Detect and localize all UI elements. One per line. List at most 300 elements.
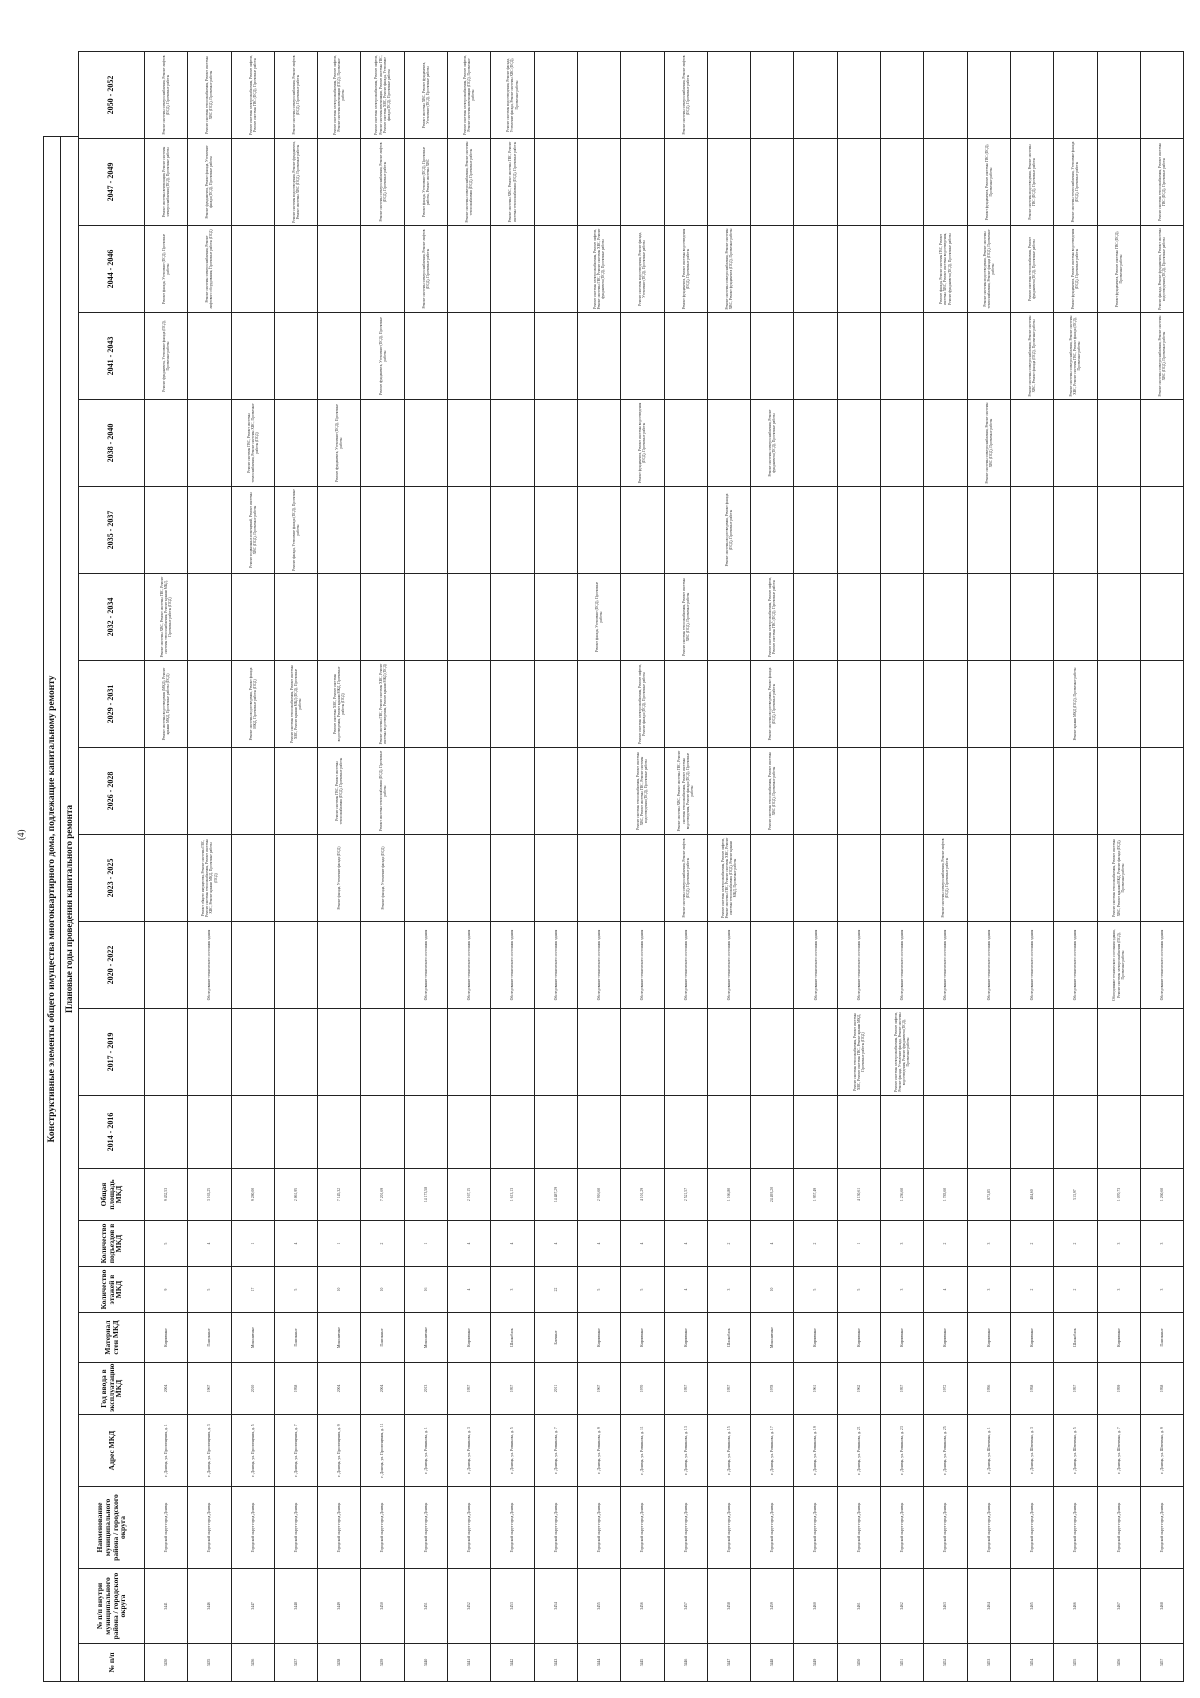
row-works-cell bbox=[534, 313, 577, 400]
row-works-cell: Ремонт фундамента, Ремонт системы водоотведения (ПСД), Проектные работы bbox=[664, 226, 707, 313]
row-code: 3460 bbox=[794, 1569, 837, 1644]
row-works-cell: Ремонт системы теплоснабжения, Ремонт системы ХВС, Ремонт крыши МКД (ПСД), Проектные работы bbox=[274, 661, 317, 748]
row-floors: 4 bbox=[448, 1267, 491, 1313]
row-works-cell: Ремонт системы электроснабжения, Ремонт лифтов, Ремонт системы вентиляции, Ремонт системы ГВС, Ремонт системы ХВС, Ремонт фасада, Утепление фасада (ПСД), Проектные работы bbox=[361, 52, 404, 139]
row-works-cell bbox=[837, 487, 880, 574]
row-works-cell bbox=[881, 139, 924, 226]
row-works-cell bbox=[1010, 52, 1053, 139]
row-build-year: 1957 bbox=[448, 1363, 491, 1415]
row-wall-material: Панельные bbox=[274, 1313, 317, 1363]
row-works-cell bbox=[707, 1096, 750, 1169]
row-works-cell bbox=[577, 1009, 620, 1096]
row-area: 1 236,60 bbox=[881, 1169, 924, 1221]
row-works-cell bbox=[188, 1009, 231, 1096]
row-code: 3464 bbox=[967, 1569, 1010, 1644]
row-works-cell bbox=[577, 661, 620, 748]
row-works-cell: Ремонт системы теплоснабжения, Ремонт системы ГВС (ПСД), Проектные работы bbox=[1140, 139, 1183, 226]
row-address: г. Донецк, ул. Ратникова, д. 15 bbox=[707, 1415, 750, 1487]
row-entrances: 4 bbox=[274, 1221, 317, 1267]
row-works-cell: Ремонт подвальных помещений, Ремонт системы ХВС (ПСД), Проектные работы bbox=[231, 487, 274, 574]
row-works-cell: Ремонт системы электроснабжения, Ремонт лифтов, Ремонт системы ГВС (ПСД), Проектные работы bbox=[231, 52, 274, 139]
row-num: 3443 bbox=[534, 1644, 577, 1682]
header-period: 2050 - 2052 bbox=[79, 52, 145, 139]
row-address: г. Донецк, ул. Ратникова, д. 7 bbox=[534, 1415, 577, 1487]
row-build-year: 1961 bbox=[794, 1363, 837, 1415]
row-floors: 2 bbox=[1054, 1267, 1097, 1313]
row-works-cell bbox=[361, 1009, 404, 1096]
row-works-cell bbox=[751, 226, 794, 313]
row-works-cell bbox=[534, 835, 577, 922]
row-num: 3448 bbox=[751, 1644, 794, 1682]
row-works-cell bbox=[967, 52, 1010, 139]
row-works-cell bbox=[1097, 313, 1140, 400]
row-works-cell: Обследование технического состояния здания bbox=[967, 922, 1010, 1009]
row-num: 3455 bbox=[1054, 1644, 1097, 1682]
row-build-year: 1967 bbox=[188, 1363, 231, 1415]
row-works-cell bbox=[534, 487, 577, 574]
row-works-cell: Обследование технического состояния здания bbox=[491, 922, 534, 1009]
row-build-year: 2010 bbox=[231, 1363, 274, 1415]
row-address: г. Донецк, ул. Ратникова, д. 19 bbox=[794, 1415, 837, 1487]
row-works-cell bbox=[318, 1009, 361, 1096]
row-works-cell bbox=[751, 139, 794, 226]
row-works-cell bbox=[145, 487, 188, 574]
row-wall-material: Кирпичные bbox=[881, 1313, 924, 1363]
row-works-cell bbox=[621, 835, 664, 922]
row-works-cell bbox=[274, 835, 317, 922]
row-code: 3461 bbox=[837, 1569, 880, 1644]
row-address: г. Донецк, ул. Ратникова, д. 25 bbox=[924, 1415, 967, 1487]
row-works-cell: Обследование технического состояния здания bbox=[1140, 922, 1183, 1009]
row-works-cell bbox=[621, 139, 664, 226]
row-num: 3439 bbox=[361, 1644, 404, 1682]
row-code: 3451 bbox=[404, 1569, 447, 1644]
row-works-cell: Обследование технического состояния здания bbox=[1054, 922, 1097, 1009]
header-period: 2044 - 2046 bbox=[79, 226, 145, 313]
row-works-cell bbox=[751, 313, 794, 400]
row-area: 1 166,80 bbox=[707, 1169, 750, 1221]
row-num: 3437 bbox=[274, 1644, 317, 1682]
row-address: г. Донецк, ул. Просвещения, д. 1 bbox=[145, 1415, 188, 1487]
row-works-cell: Ремонт системы электроснабжения, Ремонт лифтов (ПСД), Проектные работы bbox=[664, 835, 707, 922]
row-works-cell bbox=[967, 574, 1010, 661]
row-works-cell bbox=[404, 1009, 447, 1096]
row-municipality: Городской округ город Донецк bbox=[664, 1487, 707, 1569]
row-code: 3441 bbox=[145, 1569, 188, 1644]
row-entrances: 4 bbox=[621, 1221, 664, 1267]
row-works-cell bbox=[707, 574, 750, 661]
row-works-cell: Ремонт системы электроснабжения, Ремонт лифтов, Ремонт системы вентиляции (ПСД), Проектные работы bbox=[448, 52, 491, 139]
row-municipality: Городской округ город Донецк bbox=[794, 1487, 837, 1569]
row-works-cell bbox=[448, 1096, 491, 1169]
row-address: г. Донецк, ул. Шевченко, д. 5 bbox=[1054, 1415, 1097, 1487]
row-works-cell bbox=[404, 487, 447, 574]
row-floors: 22 bbox=[534, 1267, 577, 1313]
row-address: г. Донецк, ул. Просвещения, д. 11 bbox=[361, 1415, 404, 1487]
row-works-cell: Ремонт системы ХВС, Ремонт системы ГВС, Ремонт системы теплоснабжения, Ремонт системы водоотведения, Ремонт фасада (ПСД), Проектные работы bbox=[664, 748, 707, 835]
row-works-cell bbox=[1097, 52, 1140, 139]
row-works-cell bbox=[448, 1009, 491, 1096]
row-num: 3442 bbox=[491, 1644, 534, 1682]
row-works-cell: Ремонт системы водоотведения, Ремонт системы ГВС (ПСД), Проектные работы bbox=[1010, 139, 1053, 226]
row-works-cell: Обследование технического состояния здания bbox=[448, 922, 491, 1009]
row-works-cell bbox=[837, 52, 880, 139]
row-municipality: Городской округ город Донецк bbox=[707, 1487, 750, 1569]
table-row bbox=[448, 52, 491, 1682]
row-area: 1 783,60 bbox=[924, 1169, 967, 1221]
row-works-cell bbox=[318, 139, 361, 226]
row-works-cell: Обследование технического состояния здания bbox=[664, 922, 707, 1009]
table-row bbox=[318, 52, 361, 1682]
row-address: г. Донецк, ул. Просвещения, д. 7 bbox=[274, 1415, 317, 1487]
row-works-cell bbox=[404, 1096, 447, 1169]
row-works-cell bbox=[837, 748, 880, 835]
row-address: г. Донецк, ул. Ратникова, д. 21 bbox=[837, 1415, 880, 1487]
row-works-cell bbox=[837, 400, 880, 487]
row-code: 3448 bbox=[274, 1569, 317, 1644]
row-build-year: 1957 bbox=[707, 1363, 750, 1415]
row-works-cell bbox=[1054, 1009, 1097, 1096]
row-works-cell bbox=[404, 400, 447, 487]
row-area: 1 260,60 bbox=[1140, 1169, 1183, 1221]
row-works-cell bbox=[534, 226, 577, 313]
row-works-cell bbox=[577, 400, 620, 487]
row-code: 3465 bbox=[1010, 1569, 1053, 1644]
row-address: г. Донецк, ул. Ратникова, д. 3 bbox=[448, 1415, 491, 1487]
row-municipality: Городской округ город Донецк bbox=[534, 1487, 577, 1569]
row-build-year: 1957 bbox=[491, 1363, 534, 1415]
header-period: 2026 - 2028 bbox=[79, 748, 145, 835]
row-municipality: Городской округ город Донецк bbox=[491, 1487, 534, 1569]
row-works-cell bbox=[274, 922, 317, 1009]
row-works-cell: Обследование технического состояния здания bbox=[404, 922, 447, 1009]
row-works-cell bbox=[837, 574, 880, 661]
row-works-cell: Обследование технического состояния здания bbox=[924, 922, 967, 1009]
row-works-cell bbox=[707, 139, 750, 226]
row-works-cell bbox=[361, 922, 404, 1009]
row-municipality: Городской округ город Донецк bbox=[967, 1487, 1010, 1569]
row-area: 1 613,13 bbox=[491, 1169, 534, 1221]
row-works-cell bbox=[881, 574, 924, 661]
row-works-cell bbox=[404, 574, 447, 661]
row-area: 4 130,61 bbox=[837, 1169, 880, 1221]
row-code: 3468 bbox=[1140, 1569, 1183, 1644]
row-works-cell bbox=[707, 52, 750, 139]
row-works-cell bbox=[448, 226, 491, 313]
row-works-cell bbox=[534, 661, 577, 748]
row-entrances: 2 bbox=[794, 1221, 837, 1267]
row-works-cell bbox=[967, 1096, 1010, 1169]
row-wall-material: Монолитные bbox=[318, 1313, 361, 1363]
row-works-cell bbox=[448, 661, 491, 748]
row-build-year: 2004 bbox=[318, 1363, 361, 1415]
table-row bbox=[881, 52, 924, 1682]
header-period: 2017 - 2019 bbox=[79, 1009, 145, 1096]
table-row bbox=[361, 52, 404, 1682]
row-wall-material: Шлакоблок bbox=[491, 1313, 534, 1363]
row-works-cell bbox=[881, 52, 924, 139]
table-title: Конструктивные элементы общего имущества многоквартирного дома, подлежащие капитальному ремонту bbox=[43, 136, 61, 1682]
row-area: 2 861,95 bbox=[274, 1169, 317, 1221]
row-municipality: Городской округ город Донецк bbox=[1140, 1487, 1183, 1569]
row-works-cell bbox=[274, 574, 317, 661]
row-floors: 4 bbox=[664, 1267, 707, 1313]
row-works-cell: Ремонт системы электроснабжения, Ремонт лифтов, Ремонт системы ГВС, Ремонт системы ХВС, Ремонт фундамента (ПСД), Проектные работы bbox=[577, 226, 620, 313]
row-works-cell bbox=[188, 574, 231, 661]
row-code: 3457 bbox=[664, 1569, 707, 1644]
header-address: Адрес МКД bbox=[79, 1415, 145, 1487]
row-entrances: 2 bbox=[1054, 1221, 1097, 1267]
row-address: г. Донецк, ул. Просвещения, д. 9 bbox=[318, 1415, 361, 1487]
table-row bbox=[577, 52, 620, 1682]
row-works-cell: Обследование технического состояния здания bbox=[794, 922, 837, 1009]
row-works-cell bbox=[967, 748, 1010, 835]
row-works-cell bbox=[924, 661, 967, 748]
row-works-cell: Ремонт системы электроснабжения, Ремонт системы ХВС, Ремонт системы ГВС, Ремонт фасада (ПСД), Проектные работы bbox=[1054, 313, 1097, 400]
row-works-cell bbox=[837, 139, 880, 226]
row-works-cell bbox=[924, 487, 967, 574]
row-works-cell: Ремонт системы электроснабжения, Ремонт лифтов, Ремонт фасада (ПСД), Проектные работы bbox=[621, 661, 664, 748]
row-works-cell bbox=[751, 835, 794, 922]
row-works-cell bbox=[707, 400, 750, 487]
row-entrances: 4 bbox=[491, 1221, 534, 1267]
row-works-cell bbox=[707, 313, 750, 400]
row-floors: 3 bbox=[1140, 1267, 1183, 1313]
row-works-cell: Ремонт системы электроснабжения, Ремонт лифтов (ПСД), Проектные работы bbox=[361, 139, 404, 226]
header-area: Общая площадь МКД bbox=[79, 1169, 145, 1221]
row-entrances: 4 bbox=[534, 1221, 577, 1267]
row-works-cell: Обследование технического состояния здания bbox=[837, 922, 880, 1009]
row-entrances: 4 bbox=[664, 1221, 707, 1267]
row-works-cell bbox=[707, 748, 750, 835]
row-works-cell: Ремонт системы электроснабжения, Ремонт системы ХВС (ПСД), Проектные работы bbox=[1140, 313, 1183, 400]
row-municipality: Городской округ город Донецк bbox=[621, 1487, 664, 1569]
row-works-cell bbox=[491, 400, 534, 487]
row-build-year: 1978 bbox=[751, 1363, 794, 1415]
table-row bbox=[794, 52, 837, 1682]
row-works-cell bbox=[534, 1009, 577, 1096]
row-works-cell bbox=[1097, 1009, 1140, 1096]
row-works-cell bbox=[1054, 574, 1097, 661]
row-works-cell: Ремонт фасада, Утепление (ПСД), Проектные работы, Ремонт системы ХВС bbox=[404, 139, 447, 226]
row-works-cell: Ремонт системы электроснабжения, Ремонт системы ХВС, Ремонт фасада (ПСД), Проектные работы bbox=[1010, 313, 1053, 400]
row-works-cell bbox=[967, 835, 1010, 922]
row-floors: 5 bbox=[837, 1267, 880, 1313]
row-num: 3452 bbox=[924, 1644, 967, 1682]
row-works-cell: Обследование технического состояния здания bbox=[577, 922, 620, 1009]
row-works-cell: Обследование технического состояния здания bbox=[707, 922, 750, 1009]
header-period: 2020 - 2022 bbox=[79, 922, 145, 1009]
row-works-cell bbox=[924, 748, 967, 835]
row-works-cell: Ремонт системы водоотведения, Ремонт фасада (ПСД), Проектные работы bbox=[707, 487, 750, 574]
row-area: 2 521,57 bbox=[664, 1169, 707, 1221]
row-works-cell bbox=[1010, 1096, 1053, 1169]
row-works-cell bbox=[274, 1096, 317, 1169]
row-works-cell: Ремонт фасада, Утепление (ПСД), Проектные работы bbox=[145, 226, 188, 313]
row-works-cell: Ремонт фундамента, Утепление (ПСД), Проектные работы bbox=[318, 400, 361, 487]
row-works-cell bbox=[1097, 574, 1140, 661]
row-works-cell bbox=[577, 835, 620, 922]
row-works-cell bbox=[1054, 487, 1097, 574]
row-works-cell bbox=[361, 400, 404, 487]
row-wall-material: Кирпичные bbox=[794, 1313, 837, 1363]
row-works-cell: Ремонт системы электроснабжения, Ремонт лифтового оборудования, Проектные работы (ПСД) bbox=[188, 226, 231, 313]
row-works-cell: Обследование технического состояния здания, Ремонт системы электроснабжения (ПСД), Проектные работы bbox=[1097, 922, 1140, 1009]
row-works-cell bbox=[361, 487, 404, 574]
row-works-cell bbox=[794, 1096, 837, 1169]
row-works-cell bbox=[924, 313, 967, 400]
row-num: 3447 bbox=[707, 1644, 750, 1682]
row-address: г. Донецк, ул. Шевченко, д. 9 bbox=[1140, 1415, 1183, 1487]
row-works-cell: Ремонт системы водоотведения, Ремонт фасада МКД, Проектные работы (ПСД) bbox=[231, 661, 274, 748]
row-build-year: 2004 bbox=[361, 1363, 404, 1415]
row-build-year: 1970 bbox=[621, 1363, 664, 1415]
row-works-cell bbox=[881, 661, 924, 748]
row-works-cell bbox=[318, 313, 361, 400]
row-code: 3458 bbox=[707, 1569, 750, 1644]
row-works-cell bbox=[1140, 487, 1183, 574]
row-works-cell: Ремонт системы водоотведения, Ремонт системы теплоснабжения, Ремонт фасада (ПСД), Проектные работы bbox=[967, 226, 1010, 313]
row-entrances: 2 bbox=[924, 1221, 967, 1267]
row-works-cell bbox=[794, 400, 837, 487]
table-subtitle: Плановые годы проведения капитального ремонта bbox=[61, 136, 78, 1682]
row-build-year: 1958 bbox=[274, 1363, 317, 1415]
row-works-cell bbox=[621, 313, 664, 400]
row-address: г. Донецк, ул. Ратникова, д. 13 bbox=[664, 1415, 707, 1487]
table-row bbox=[231, 52, 274, 1682]
row-works-cell bbox=[794, 835, 837, 922]
row-works-cell bbox=[188, 400, 231, 487]
row-code: 3449 bbox=[318, 1569, 361, 1644]
row-works-cell bbox=[1054, 1096, 1097, 1169]
row-works-cell bbox=[751, 487, 794, 574]
row-works-cell: Обследование технического состояния здания bbox=[881, 922, 924, 1009]
row-works-cell bbox=[145, 1009, 188, 1096]
row-area: 3 163,25 bbox=[188, 1169, 231, 1221]
row-works-cell bbox=[534, 574, 577, 661]
row-code: 3455 bbox=[577, 1569, 620, 1644]
row-works-cell bbox=[361, 226, 404, 313]
row-works-cell: Ремонт системы электроснабжения, Ремонт системы ХВС (ПСД), Проектные работы bbox=[967, 400, 1010, 487]
table-row bbox=[1140, 52, 1183, 1682]
row-works-cell bbox=[881, 313, 924, 400]
header-period: 2047 - 2049 bbox=[79, 139, 145, 226]
row-works-cell bbox=[881, 487, 924, 574]
header-code: № п/п внутри муниципального района / городского округа bbox=[79, 1569, 145, 1644]
row-works-cell bbox=[231, 1096, 274, 1169]
row-entrances: 2 bbox=[1010, 1221, 1053, 1267]
row-area: 2 167,15 bbox=[448, 1169, 491, 1221]
row-works-cell bbox=[534, 1096, 577, 1169]
row-works-cell bbox=[491, 748, 534, 835]
row-works-cell bbox=[664, 661, 707, 748]
row-works-cell bbox=[318, 487, 361, 574]
row-works-cell bbox=[448, 313, 491, 400]
row-works-cell bbox=[621, 574, 664, 661]
row-works-cell bbox=[491, 574, 534, 661]
page-number: (4) bbox=[16, 829, 26, 840]
row-code: 3459 bbox=[751, 1569, 794, 1644]
table-row bbox=[924, 52, 967, 1682]
row-wall-material: Кирпичные bbox=[577, 1313, 620, 1363]
row-municipality: Городской округ город Донецк bbox=[361, 1487, 404, 1569]
row-works-cell bbox=[751, 1009, 794, 1096]
row-code: 3467 bbox=[1097, 1569, 1140, 1644]
row-build-year: 1957 bbox=[1054, 1363, 1097, 1415]
row-floors: 10 bbox=[361, 1267, 404, 1313]
row-num: 3449 bbox=[794, 1644, 837, 1682]
row-works-cell: Ремонт системы теплоснабжения, Ремонт системы ХВС (ПСД), Проектные работы bbox=[751, 748, 794, 835]
row-build-year: 1959 bbox=[1097, 1363, 1140, 1415]
row-works-cell bbox=[1010, 748, 1053, 835]
row-works-cell bbox=[664, 487, 707, 574]
row-num: 3440 bbox=[404, 1644, 447, 1682]
row-works-cell: Ремонт системы электроснабжения, Ремонт лифтов (ПСД), Проектные работы bbox=[664, 52, 707, 139]
row-works-cell bbox=[145, 1096, 188, 1169]
row-works-cell bbox=[491, 1009, 534, 1096]
row-municipality: Городской округ город Донецк bbox=[274, 1487, 317, 1569]
row-works-cell bbox=[231, 226, 274, 313]
row-works-cell bbox=[924, 139, 967, 226]
row-build-year: 1957 bbox=[881, 1363, 924, 1415]
row-num: 3438 bbox=[318, 1644, 361, 1682]
row-works-cell bbox=[448, 748, 491, 835]
row-floors: 17 bbox=[231, 1267, 274, 1313]
row-address: г. Донецк, ул. Просвещения, д. 5 bbox=[231, 1415, 274, 1487]
row-address: г. Донецк, ул. Шевченко, д. 3 bbox=[1010, 1415, 1053, 1487]
row-works-cell: Обследование технического состояния здания bbox=[621, 922, 664, 1009]
row-floors: 9 bbox=[145, 1267, 188, 1313]
row-works-cell bbox=[1140, 52, 1183, 139]
row-wall-material: Монолитные bbox=[404, 1313, 447, 1363]
row-works-cell: Ремонт фундамента, Ремонт системы ГВС (ПСД), Проектные работы bbox=[1097, 226, 1140, 313]
row-works-cell bbox=[837, 661, 880, 748]
table-row bbox=[664, 52, 707, 1682]
row-entrances: 5 bbox=[145, 1221, 188, 1267]
row-works-cell bbox=[1054, 748, 1097, 835]
row-works-cell bbox=[188, 748, 231, 835]
table-row bbox=[404, 52, 447, 1682]
row-works-cell: Обследование технического состояния здания bbox=[188, 922, 231, 1009]
table-row bbox=[534, 52, 577, 1682]
row-works-cell bbox=[274, 748, 317, 835]
row-works-cell bbox=[274, 1009, 317, 1096]
row-floors: 5 bbox=[794, 1267, 837, 1313]
header-period: 2023 - 2025 bbox=[79, 835, 145, 922]
row-works-cell bbox=[318, 1096, 361, 1169]
row-works-cell bbox=[404, 313, 447, 400]
row-works-cell bbox=[881, 835, 924, 922]
row-works-cell bbox=[881, 400, 924, 487]
header-build-year: Год ввода в эксплуатацию МКД bbox=[79, 1363, 145, 1415]
row-num: 3457 bbox=[1140, 1644, 1183, 1682]
row-address: г. Донецк, ул. Ратникова, д. 9 bbox=[577, 1415, 620, 1487]
row-works-cell bbox=[1140, 748, 1183, 835]
row-entrances: 3 bbox=[1140, 1221, 1183, 1267]
row-build-year: 2013 bbox=[404, 1363, 447, 1415]
header-row bbox=[79, 52, 145, 1682]
row-floors: 4 bbox=[924, 1267, 967, 1313]
row-municipality: Городской округ город Донецк bbox=[837, 1487, 880, 1569]
row-works-cell bbox=[794, 52, 837, 139]
row-works-cell bbox=[794, 487, 837, 574]
row-floors: 10 bbox=[318, 1267, 361, 1313]
row-build-year: 2004 bbox=[145, 1363, 188, 1415]
row-wall-material: Блочные bbox=[534, 1313, 577, 1363]
row-address: г. Донецк, ул. Ратникова, д. 1 bbox=[404, 1415, 447, 1487]
row-floors: 3 bbox=[491, 1267, 534, 1313]
row-code: 3450 bbox=[361, 1569, 404, 1644]
